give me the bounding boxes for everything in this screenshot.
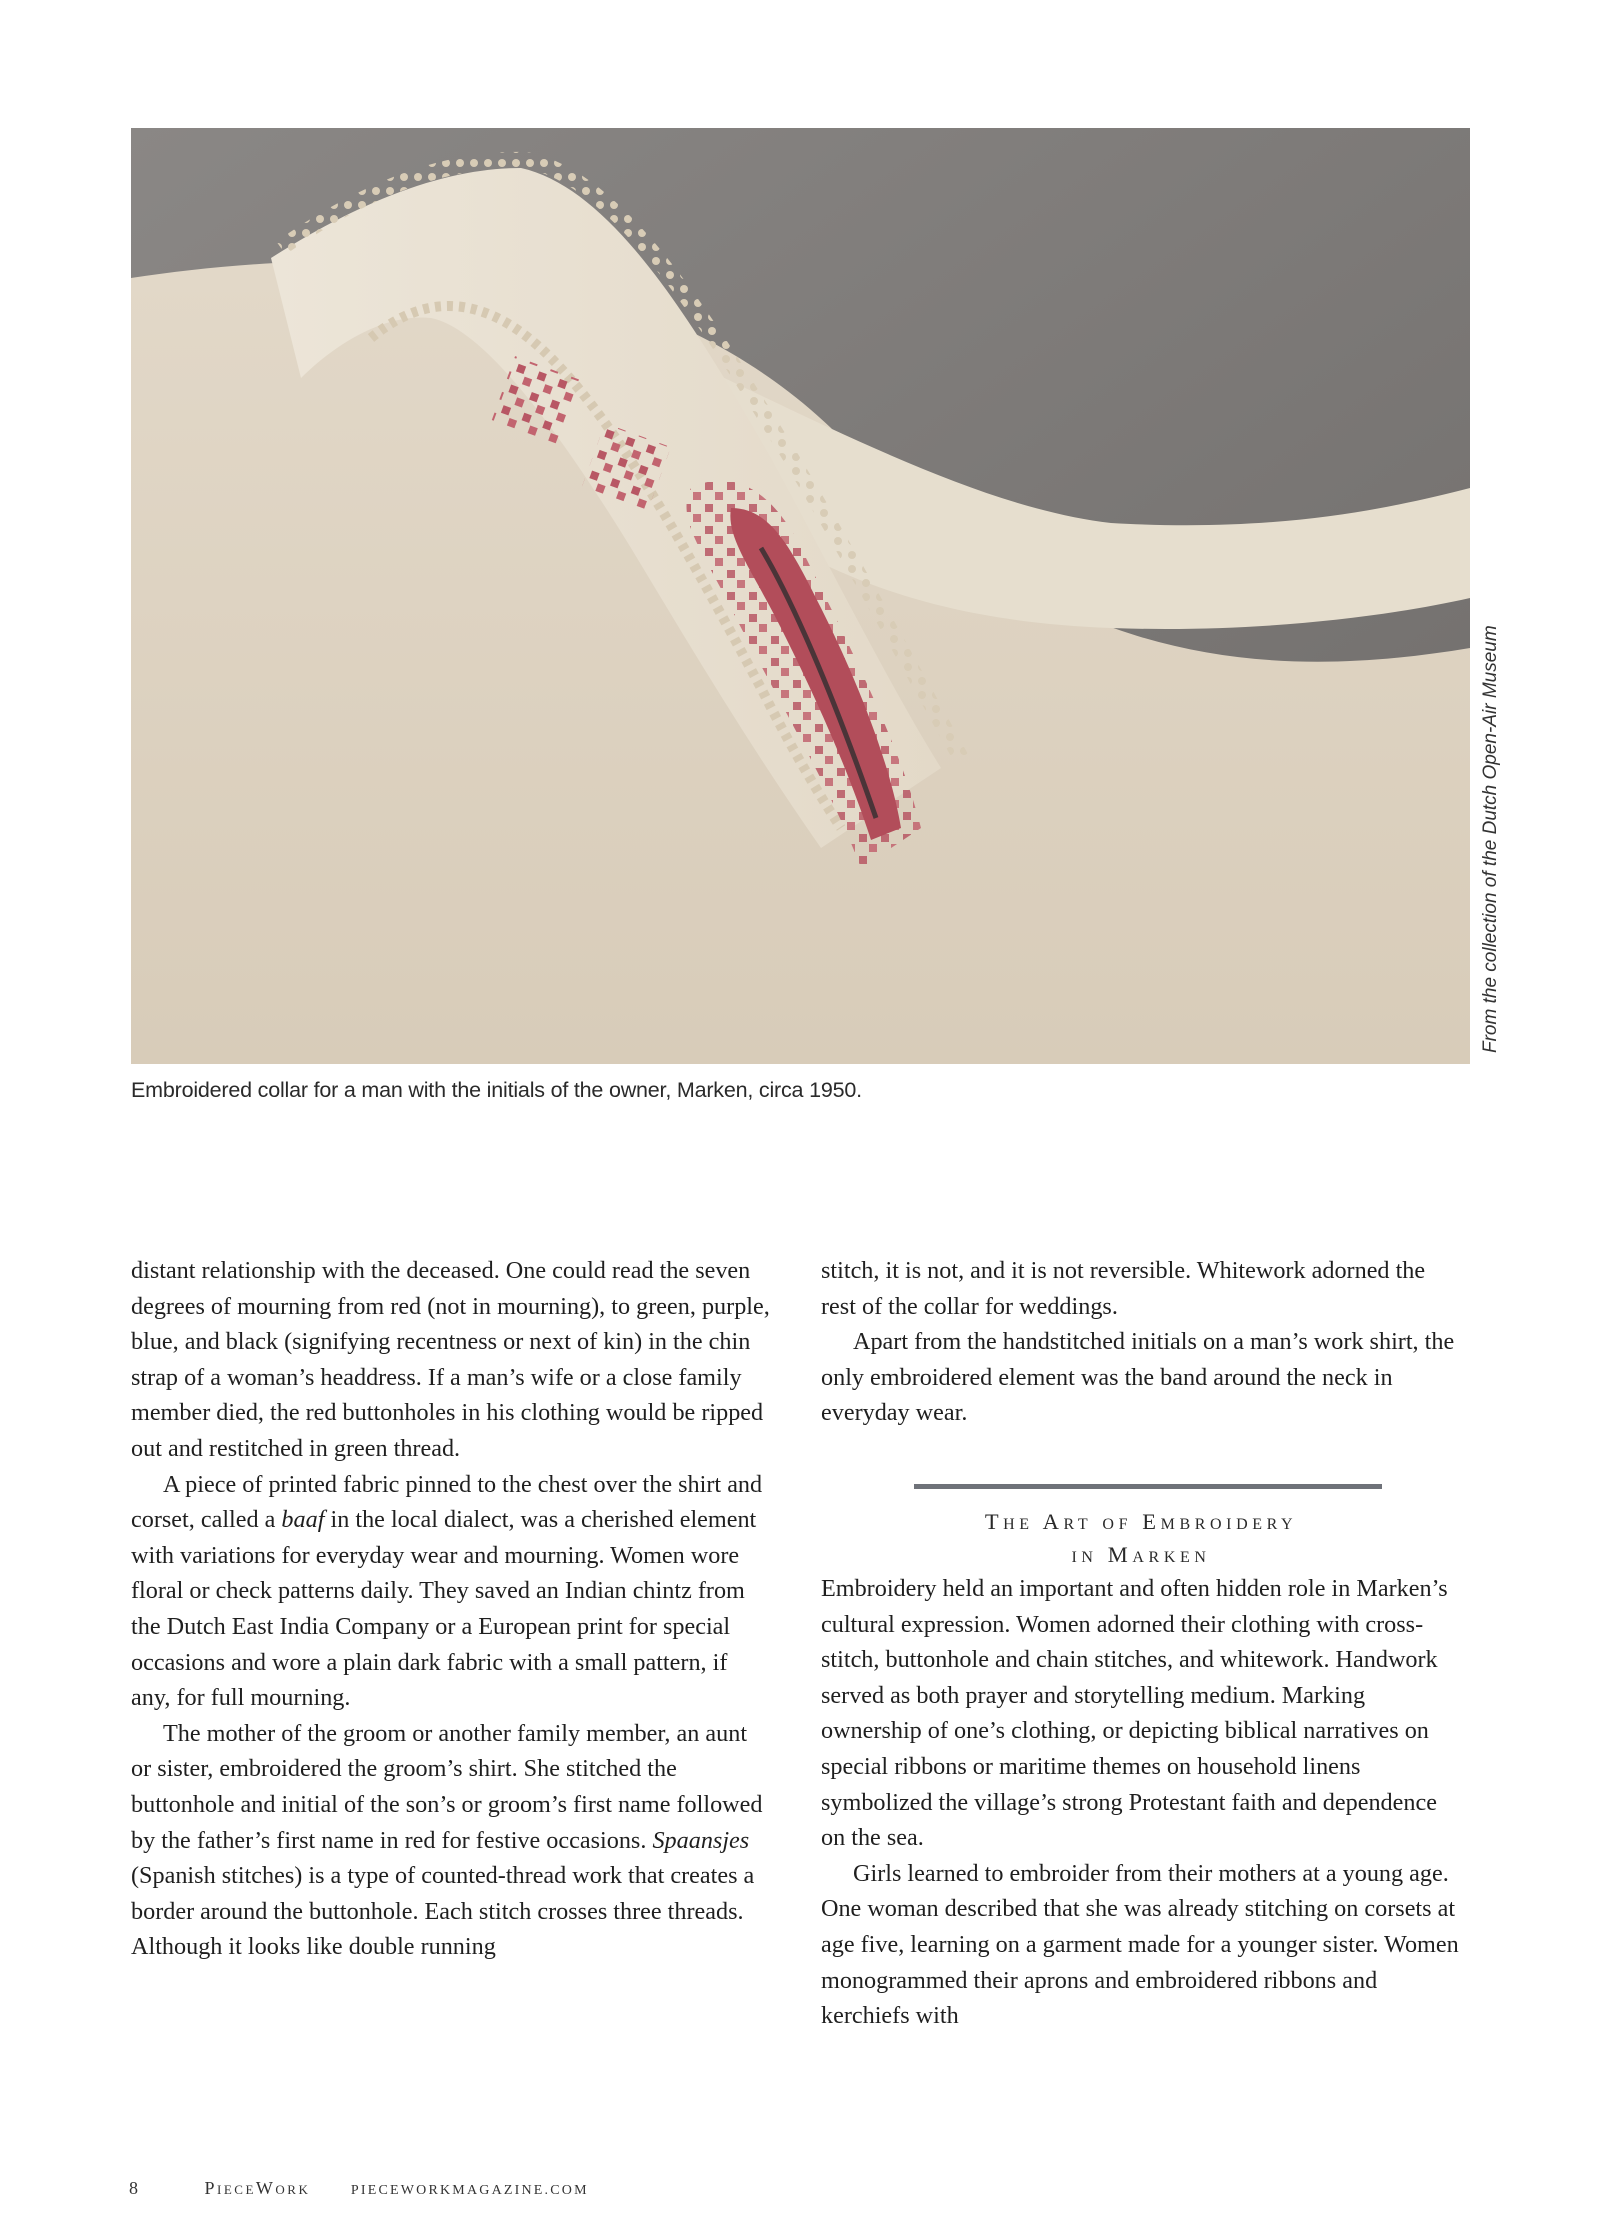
collar-illustration [131, 128, 1470, 1064]
photo-caption: Embroidered collar for a man with the initials of the owner, Marken, circa 1950. [131, 1078, 862, 1102]
paragraph: stitch, it is not, and it is not reversible. Whitework adorned the rest of the collar for weddings. [821, 1257, 1426, 1320]
paragraph: A piece of printed fabric pinned to the chest over the shirt and corset, called a baaf in the local dialect, was a cherished element with variations for everyday wear and mourning. Women wore floral or check patterns daily. They saved an Indian chintz from the Dutch East India Company or a European print for special occasions and wore a plain dark fabric with a small pattern, if any, for full mourning. [131, 1470, 763, 1712]
magazine-name: PieceWork [204, 2178, 311, 2198]
left-column [131, 1253, 771, 1965]
page-footer [129, 2178, 589, 2199]
paragraph: Apart from the handstitched initials on a man’s work shirt, the only embroidered element was the band around the neck in everyday wear. [821, 1328, 1455, 1427]
photo-credit: From the collection of the Dutch Open-Air Museum [1480, 625, 1501, 1053]
section-heading: The Art of Embroidery in Marken [984, 1508, 1298, 1567]
paragraph: Girls learned to embroider from their mothers at a young age. One woman described that she was already stitching on corsets at age five, learning on a garment made for a younger sister. Women monogrammed their aprons and embroidered ribbons and kerchiefs with [821, 1859, 1459, 2030]
paragraph: The mother of the groom or another family member, an aunt or sister, embroidered the groom’s shirt. She stitched the buttonhole and initial of the son’s or groom’s first name followed by the father’s first name in red for festive occasions. Spaansjes (Spanish stitches) is a type of counted-thread work that creates a border around the buttonhole. Each stitch crosses three threads. Although it looks like double running [131, 1719, 763, 1961]
collar-photo [131, 128, 1470, 1064]
paragraph: Embroidery held an important and often hidden role in Marken’s cultural expression. Women adorned their clothing with cross-stitch, buttonhole and chain stitches, and whitework. Handwork served as both prayer and storytelling medium. Marking ownership of one’s clothing, or depicting biblical narratives on special ribbons or maritime themes on household linens symbolized the village’s strong Protestant faith and dependence on the sea. [821, 1574, 1448, 1852]
magazine-url[interactable]: PIECEWORKMAGAZINE.COM [350, 2183, 589, 2198]
paragraph: distant relationship with the deceased. One could read the seven degrees of mourning from red (not in mourning), to green, purple, blue, and black (signifying recentness or next of kin) in the chin strap of a woman’s headdress. If a man’s wife or a close family member died, the red buttonholes in his clothing would be ripped out and restitched in green thread. [131, 1257, 770, 1462]
page-number: 8 [129, 2178, 138, 2198]
section-rule [914, 1484, 1382, 1489]
right-column [821, 1253, 1461, 2034]
